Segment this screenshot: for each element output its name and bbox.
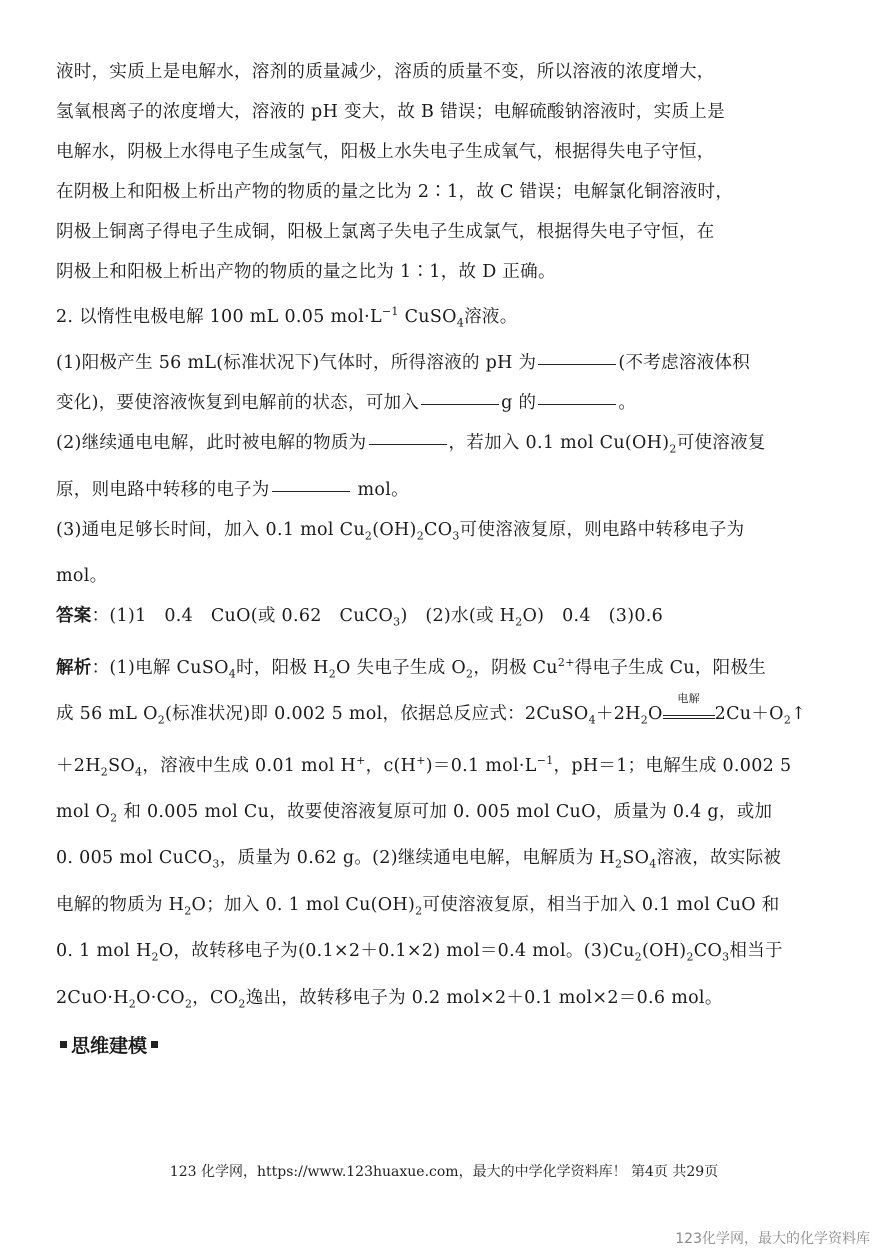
- text-line: 氢氧根离子的浓度增大，溶液的 pH 变大，故 B 错误；电解硫酸钠溶液时，实质上是: [56, 102, 725, 122]
- answer-blank: [538, 363, 616, 365]
- reaction-condition: 电解: [677, 692, 700, 706]
- question-part-2: (2)继续通电电解，此时被电解的物质为 ，若加入 0.1 mol $Cu(OH)_2$可使溶液复: [56, 433, 766, 456]
- question-part-3: (3)通电足够长时间，加入 0.1 mol $Cu_2(OH)_2CO_3$可使溶液复原，则电路中转移电子为: [56, 519, 745, 543]
- answer-line: 答案：(1)1 0.4 CuO(或 0.62 CuCO$_3$) (2)水(或 $H_2O$) 0.4 (3)0.6: [56, 606, 664, 629]
- analysis-line: mol $O_2$ 和 0.005 mol Cu，故要使溶液复原可加 0. 005 mol CuO，质量为 0.4 g，或加: [56, 801, 773, 825]
- answer-label: 答案: [56, 606, 92, 627]
- text-line: 液时，实质上是电解水，溶剂的质量减少，溶质的质量不变，所以溶液的浓度增大，: [56, 62, 715, 82]
- section-heading: 思维建模: [56, 1026, 836, 1066]
- square-bullet-icon: [151, 1041, 158, 1048]
- reaction-arrow: [663, 692, 715, 719]
- question-part-3-cont: mol。: [56, 566, 108, 587]
- answer-blank: [421, 403, 499, 405]
- text-line: 在阴极上和阳极上析出产物的物质的量之比为 2∶1，故 C 错误；电解氯化铜溶液时，: [56, 182, 734, 202]
- square-bullet-icon: [60, 1041, 67, 1048]
- analysis-line: 0. 1 mol $H_2O$，故转移电子为(0.1×2＋0.1×2) mol＝0.4 mol。$(3)Cu_2(OH)_2CO_3$相当于: [56, 941, 783, 964]
- answer-blank: [538, 403, 616, 405]
- answer-blank: [369, 443, 447, 445]
- analysis-label: 解析: [56, 657, 92, 678]
- question-part-2-cont: 原，则电路中转移的电子为 mol。: [56, 479, 409, 500]
- analysis-line: 0. 005 mol CuCO$_3$，质量为 0.62 g。(2)继续通电电解，电解质为 $H_2SO_4$溶液，故实际被: [56, 848, 782, 871]
- analysis-line: 解析：(1)电解 CuSO$_4$时，阳极 $H_2O$ 失电子生成 $O_2$，阴极 $Cu^{2+}$得电子生成 Cu，阳极生: [56, 655, 767, 681]
- text-line: 阴极上和阳极上析出产物的物质的量之比为 1∶1，故 D 正确。: [56, 262, 556, 282]
- document-body: [56, 52, 836, 1066]
- answer-blank: [272, 490, 350, 492]
- analysis-line: 成 56 mL $O_2$(标准状况)即 0.002 5 mol，依据总反应式：$2CuSO_4+2H_2O$ 电解 $2Cu+O_2↑$: [56, 692, 807, 727]
- question-part-1: (1)阳极产生 56 mL(标准状况下)气体时，所得溶液的 pH 为 (不考虑溶液体积: [56, 353, 751, 374]
- question-stem: 2. 以惰性电极电解 100 mL 0.05 $mol\cdot L^{-1}$ CuSO$_4$溶液。: [56, 305, 518, 330]
- question-part-1-cont: 变化)，要使溶液恢复到电解前的状态，可加入 g 的 。: [56, 393, 637, 414]
- analysis-line: $+2H_2SO_4$，溶液中生成 0.01 mol H+，c(H+)＝0.1 $mol\cdot L^{-1}$，pH＝1；电解生成 0.002 5: [56, 753, 792, 778]
- watermark-text: 123化学网，最大的化学资料库: [675, 1231, 870, 1247]
- text-line: 阴极上铜离子得电子生成铜，阳极上氯离子失电子生成氯气，根据得失电子守恒，在: [56, 222, 715, 242]
- text-line: 电解水，阴极上水得电子生成氢气，阳极上水失电子生成氧气，根据得失电子守恒，: [56, 142, 715, 162]
- analysis-line: $2CuO\cdot H_2O\cdot CO_2$，$CO_2$逸出，故转移电子为 0.2 mol×2＋0.1 mol×2＝0.6 mol。: [56, 987, 723, 1011]
- analysis-line: 电解的物质为 $H_2O$；加入 0. 1 mol $Cu(OH)_2$可使溶液复原，相当于加入 0.1 mol CuO 和: [56, 894, 780, 918]
- page-footer: 123 化学网，https://www.123huaxue.com，最大的中学化学资料库！ 第4页 共29页: [169, 1164, 719, 1180]
